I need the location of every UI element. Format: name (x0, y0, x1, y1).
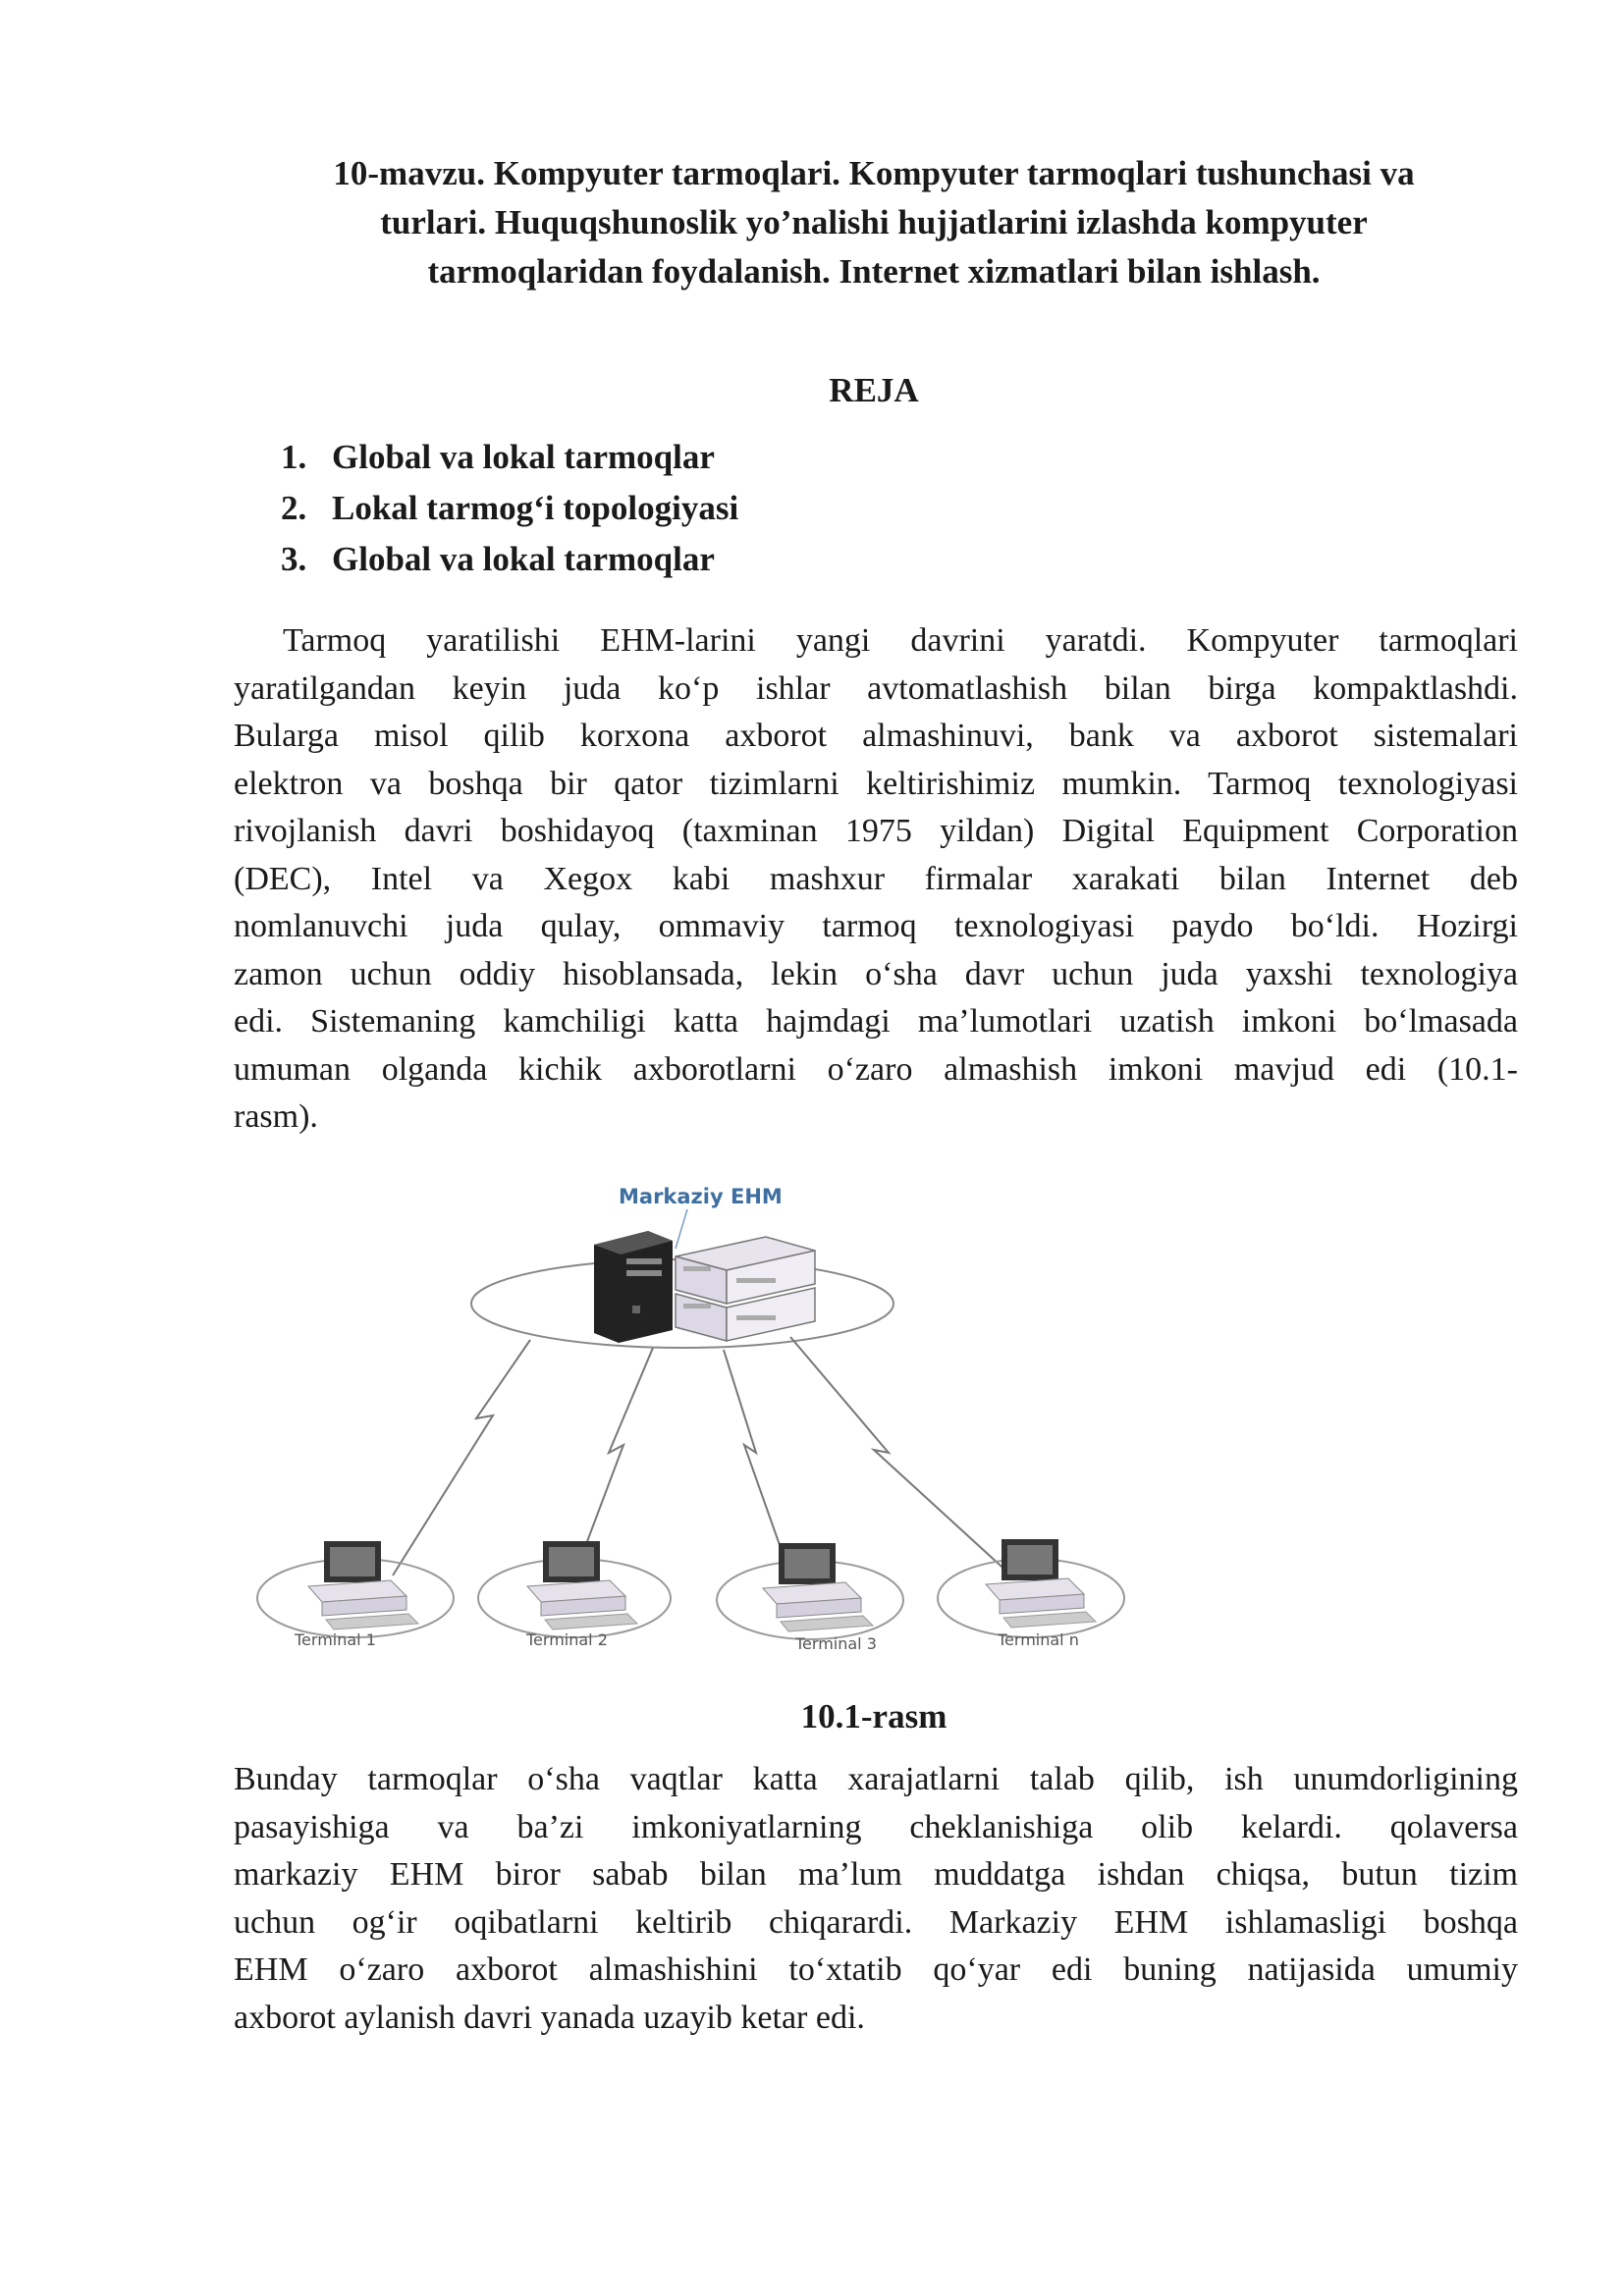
plan-item-number: 1. (281, 438, 307, 476)
title-line: tarmoqlaridan foydalanish. Internet xizmatlari bilan ishlash. (427, 252, 1321, 291)
paragraph-line: EHM o‘zaro axborot almashishini to‘xtatib qo‘yar edi buning natijasida umumiy (234, 1951, 1518, 1988)
plan-item-text: Lokal tarmog‘i topologiyasi (332, 489, 739, 527)
paragraph-line: umuman olganda kichik axborotlarni o‘zaro almashish imkoni mavjud edi (10.1- (234, 1050, 1518, 1088)
plan-list (281, 432, 738, 585)
paragraph-line: Bularga misol qilib korxona axborot almashinuvi, bank va axborot sistemalari (234, 718, 1518, 754)
paragraph-line: zamon uchun oddiy hisoblansada, lekin o‘sha davr uchun juda yaxshi texnologiya (234, 955, 1518, 992)
page-title (236, 149, 1512, 296)
label-pointer (676, 1209, 687, 1249)
paragraph-line: (DEC), Intel va Xegox kabi mashxur firmalar xarakati bilan Internet deb (234, 860, 1518, 897)
paragraph-line: nomlanuvchi juda qulay, ommaviy tarmoq texnologiyasi paydo bo‘ldi. Hozirgi (234, 908, 1518, 944)
connection-lines (393, 1337, 1011, 1575)
terminal-label: Terminal 1 (295, 1630, 376, 1649)
link-terminal-3 (724, 1350, 790, 1575)
paragraph-line: markaziy EHM biror sabab bilan ma’lum muddatga ishdan chiqsa, butun tizim (234, 1856, 1518, 1893)
plan-item-text: Global va lokal tarmoqlar (332, 438, 715, 476)
title-line: turlari. Huquqshunoslik yo’nalishi hujjatlarini izlashda kompyuter (380, 203, 1368, 241)
link-terminal-n (790, 1337, 1011, 1575)
paragraph-intro (234, 617, 1518, 1142)
paragraph-line: Bunday tarmoqlar o‘sha vaqtlar katta xarajatlarni talab qilib, ish unumdorligining (234, 1761, 1518, 1797)
plan-item (281, 432, 738, 483)
terminal-n (938, 1539, 1124, 1649)
server-icon (676, 1237, 815, 1341)
terminal-computer-icon (763, 1543, 873, 1631)
paragraph-line: axborot aylanish davri yanada uzayib ketar edi. (234, 1999, 865, 2036)
figure-caption: 10.1-rasm (800, 1697, 947, 1735)
paragraph-line: elektron va boshqa bir qator tizimlarni keltirishimiz mumkin. Tarmoq texnologiyasi (234, 765, 1518, 802)
terminal-2 (478, 1541, 671, 1649)
terminal-computer-icon (527, 1541, 637, 1629)
terminal-label: Terminal 2 (526, 1630, 608, 1649)
central-label: Markaziy EHM (619, 1185, 783, 1208)
terminal-label: Terminal 3 (795, 1634, 877, 1653)
plan-item-number: 2. (281, 489, 307, 527)
plan-heading: REJA (829, 371, 919, 409)
plan-item-text: Global va lokal tarmoqlar (332, 540, 715, 578)
terminal-label: Terminal n (998, 1630, 1079, 1649)
terminal-computer-icon (986, 1539, 1096, 1628)
paragraph-line: yaratilgandan keyin juda ko‘p ishlar avtomatlashish bilan birga kompaktlashdi. (234, 669, 1518, 707)
plan-item (281, 534, 738, 585)
paragraph-line: edi. Sistemaning kamchiligi katta hajmdagi ma’lumotlari uzatish imkoni bo‘lmasada (234, 1003, 1518, 1040)
terminal-computer-icon (308, 1541, 418, 1629)
paragraph-line: uchun og‘ir oqibatlarni keltirib chiqarardi. Markaziy EHM ishlamasligi boshqa (234, 1903, 1518, 1941)
network-diagram-figure (236, 1168, 1159, 1679)
paragraph-line: Tarmoq yaratilishi EHM-larini yangi davrini yaratdi. Kompyuter tarmoqlari (283, 622, 1518, 659)
paragraph-line: pasayishiga va ba’zi imkoniyatlarning cheklanishiga olib kelardi. qolaversa (234, 1808, 1518, 1845)
paragraph-line: rivojlanish davri boshidayoq (taxminan 1975 yildan) Digital Equipment Corporation (234, 813, 1518, 849)
terminal-3 (717, 1543, 903, 1653)
paragraph-consequences (234, 1756, 1518, 2042)
plan-item (281, 483, 738, 534)
plan-item-number: 3. (281, 540, 307, 578)
link-terminal-1 (393, 1340, 530, 1575)
title-line: 10-mavzu. Kompyuter tarmoqlari. Kompyuter tarmoqlari tushunchasi va (333, 154, 1415, 192)
paragraph-line: rasm). (234, 1098, 318, 1135)
terminal-1 (257, 1541, 454, 1649)
tower-computer-icon (594, 1231, 673, 1343)
